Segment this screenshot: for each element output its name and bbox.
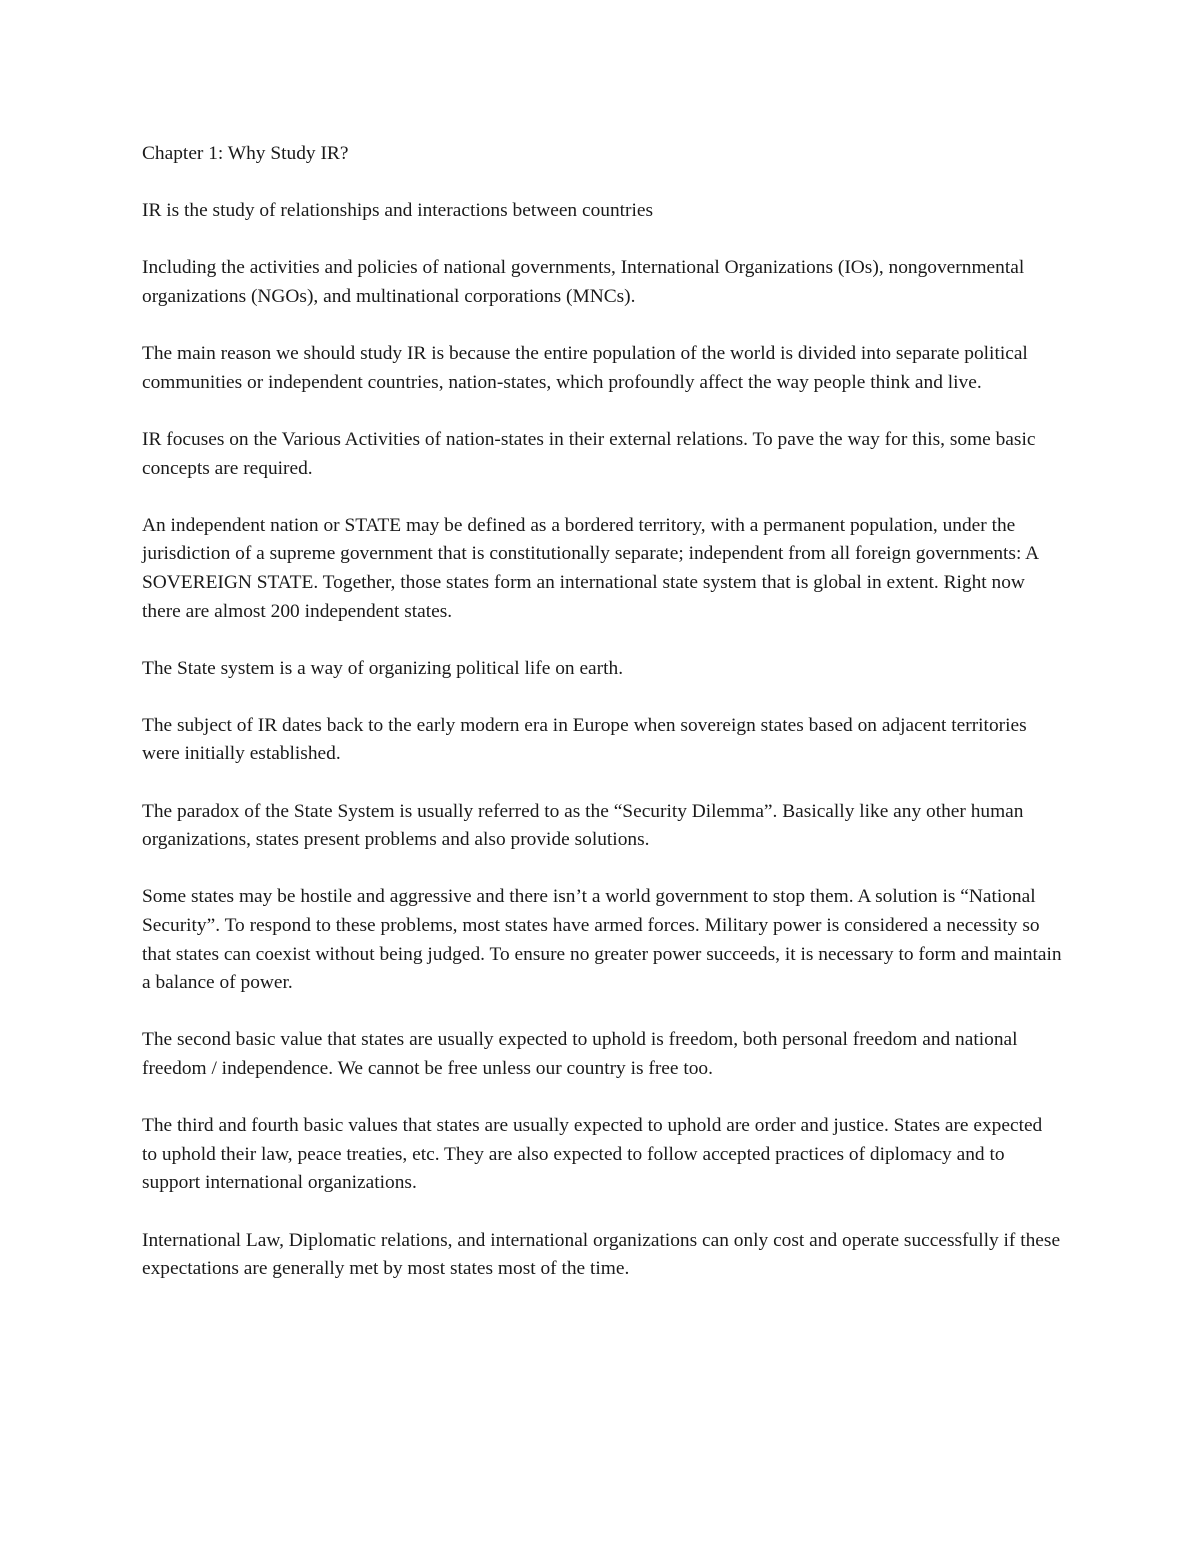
paragraph-state-system: The State system is a way of organizing political life on earth. bbox=[142, 657, 624, 679]
paragraph-definition: IR is the study of relationships and interactions between countries bbox=[142, 200, 654, 222]
document-body bbox=[142, 140, 1062, 1312]
paragraph-main-reason: The main reason we should study IR is because the entire population of the world is divided into separate political communities or independent countries, nation-states, which profoundly affect the way people think and live. bbox=[142, 343, 1028, 393]
paragraph-focus: IR focuses on the Various Activities of nation-states in their external relations. To pave the way for this, some basic concepts are required. bbox=[142, 428, 1036, 479]
paragraph-expectations: International Law, Diplomatic relations, and international organizations can only cost and operate successfully if these expectations are generally met by most states most of the time. bbox=[142, 1229, 1061, 1280]
paragraph-freedom: The second basic value that states are usually expected to uphold is freedom, both personal freedom and national freedom / independence. We cannot be free unless our country is free too. bbox=[142, 1029, 1018, 1079]
paragraph-state-definition: An independent nation or STATE may be defined as a bordered territory, with a permanent population, under the jurisdiction of a supreme government that is constitutionally separate; independent from all foreign governments: A SOVEREIGN STATE. Together, those states form an international state system that is global in extent. Right now there are almost 200 independent states. bbox=[142, 514, 1039, 622]
paragraph-actors: Including the activities and policies of national governments, International Organizations (IOs), nongovernmental organizations (NGOs), and multinational corporations (MNCs). bbox=[142, 257, 1025, 307]
paragraph-order-justice: The third and fourth basic values that states are usually expected to uphold are order and justice. States are expected to uphold their law, peace treaties, etc. They are also expected to follow accepted practices of diplomacy and to support international organizations. bbox=[142, 1115, 1043, 1194]
paragraph-history: The subject of IR dates back to the early modern era in Europe when sovereign states based on adjacent territories were initially established. bbox=[142, 714, 1027, 765]
paragraph-security-dilemma: The paradox of the State System is usually referred to as the “Security Dilemma”. Basically like any other human organizations, states present problems and also provide solutions. bbox=[142, 800, 1024, 851]
chapter-title: Chapter 1: Why Study IR? bbox=[142, 143, 349, 164]
paragraph-national-security: Some states may be hostile and aggressive and there isn’t a world government to stop them. A solution is “National Security”. To respond to these problems, most states have armed forces. Military power is considered a necessity so that states can coexist without being judged. To ensure no greater power succeeds, it is necessary to form and maintain a balance of power. bbox=[142, 886, 1062, 994]
